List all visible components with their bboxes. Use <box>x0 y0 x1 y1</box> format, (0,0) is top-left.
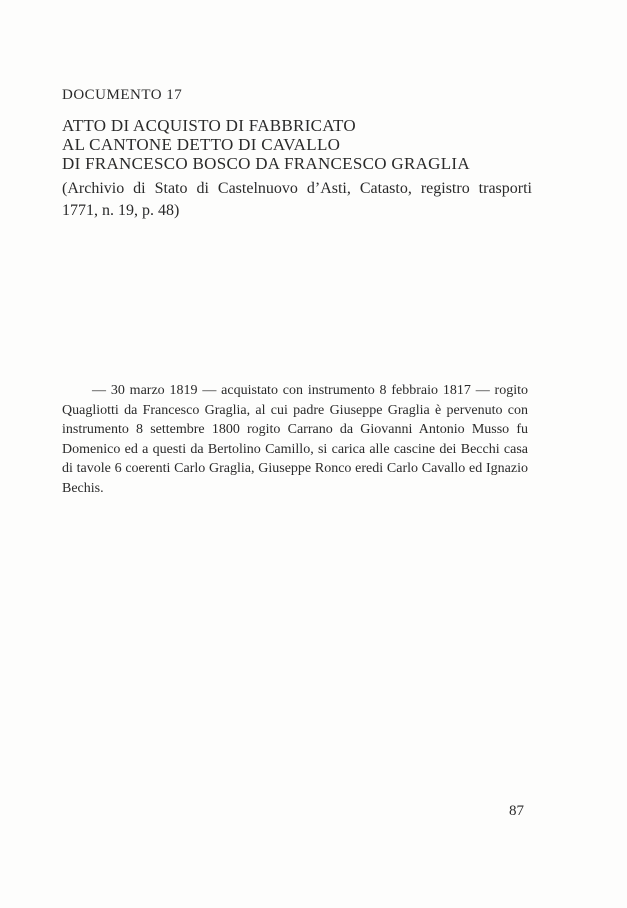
page-number: 87 <box>509 803 524 819</box>
source-citation: (Archivio di Stato di Castelnuovo d’Asti, Catasto, registro trasporti 1771, n. 19, p. 48) <box>62 180 532 219</box>
document-label: DOCUMENTO 17 <box>62 87 183 103</box>
title-line: AL CANTONE DETTO DI CAVALLO <box>62 135 341 154</box>
body-paragraph: — 30 marzo 1819 — acquistato con instrumento 8 febbraio 1817 — rogito Quagliotti da Francesco Graglia, al cui padre Giuseppe Graglia è pervenuto con instrumento 8 settembre 1800 rogito Carrano da Giovanni Antonio Musso fu Domenico ed a questi da Bertolino Camillo, si carica alle cascine dei Becchi casa di tavole 6 coerenti Carlo Graglia, Giuseppe Ronco eredi Carlo Cavallo ed Ignazio Bechis. <box>62 383 528 496</box>
title-line: DI FRANCESCO BOSCO DA FRANCESCO GRAGLIA <box>62 154 470 173</box>
title-line: ATTO DI ACQUISTO DI FABBRICATO <box>62 116 356 135</box>
document-title <box>62 116 542 173</box>
